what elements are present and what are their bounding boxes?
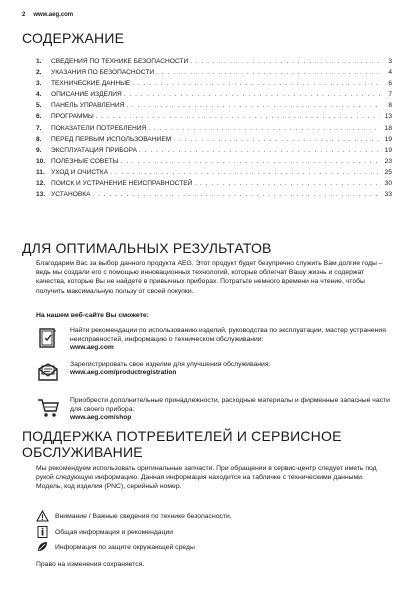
toc-item-title: ПАНЕЛЬ УПРАВЛЕНИЯ: [51, 102, 125, 110]
page-number: 2: [22, 12, 26, 18]
toc-item-page: 19: [384, 135, 392, 143]
info-icon: [36, 526, 49, 538]
toc-item-title: ПОЛЕЗНЫЕ СОВЕТЫ: [51, 157, 119, 165]
toc-item-title: ЭКСПЛУАТАЦИЯ ПРИБОРА: [51, 146, 137, 154]
toc-item-page: 23: [384, 157, 392, 165]
toc-item-number: 3.: [36, 80, 42, 88]
toc-item-title: ПОКАЗАТЕЛИ ПОТРЕБЛЕНИЯ: [51, 124, 147, 132]
toc-item[interactable]: [36, 102, 392, 113]
toc-leader-dots: [156, 69, 380, 76]
support-title-line1: ПОДДЕРЖКА ПОТРЕБИТЕЛЕЙ И СЕРВИСНОЕ: [22, 428, 342, 444]
toc-item-title: СВЕДЕНИЯ ПО ТЕХНИКЕ БЕЗОПАСНОСТИ: [51, 58, 189, 65]
toc-leader-dots: [96, 113, 380, 120]
toc-item-page: 30: [384, 180, 392, 188]
support-title-line2: ОБСЛУЖИВАНИЕ: [22, 444, 143, 460]
footer-note: Право на изменения сохраняется.: [36, 561, 145, 568]
manual-book-icon: [36, 326, 60, 350]
toc-item-number: 11.: [36, 168, 45, 176]
offer-link[interactable]: www.aeg.com: [70, 344, 114, 351]
toc-item-title: УСТАНОВКА: [51, 191, 91, 199]
toc-item-title: ПЕРЕД ПЕРВЫМ ИСПОЛЬЗОВАНИЕМ: [51, 135, 172, 143]
toc-item[interactable]: [36, 80, 392, 91]
offer-text: Найти рекомендации по использованию изделий, руководства по эксплуатации, мастер устранения неисправностей, информацию о техническом обслуживании:: [70, 327, 386, 343]
support-paragraph: Мы рекомендуем использовать оригинальные запчасти. При обращении в сервис-центр следует иметь под рукой следующую информацию. Данная информация находится на табличке с техническими данными. Модель, код изделия (PNC), серийный номер.: [36, 465, 377, 491]
legend-text: Общая информация и рекомендации: [55, 528, 174, 536]
toc-item[interactable]: [36, 191, 392, 202]
toc-leader-dots: [139, 147, 380, 154]
legend-item-info: [36, 525, 336, 539]
toc-title: СОДЕРЖАНИЕ: [22, 30, 125, 46]
toc-item[interactable]: [36, 136, 392, 147]
toc-leader-dots: [124, 91, 380, 98]
toc-item-number: 13.: [36, 191, 46, 199]
registration-icon: [36, 360, 60, 384]
toc-item-page: 3: [388, 58, 392, 65]
toc-item-page: 19: [384, 146, 392, 154]
intro-paragraph: Благодарим Вас за выбор данного продукта AEG. Этот продукт будет безупречно служить Вам долгие годы – ведь мы создали его с помощью инновационных технологий, которые облегчат Вашу жизнь и содержат качества, которые Вы не найдете в привычных приборах. Потратьте немного времени на чтение, чтобы получить максимальную пользу от своей покупки.: [36, 260, 383, 295]
offer-text: Приобрести дополнительные принадлежности, расходные материалы и фирменные запасные части для своего прибора:: [70, 397, 390, 413]
toc-item-page: 18: [384, 124, 392, 132]
toc-item[interactable]: [36, 125, 392, 136]
table-of-contents: [36, 58, 392, 202]
toc-item-page: 33: [384, 191, 392, 199]
toc-item[interactable]: [36, 169, 392, 180]
toc-item-title: ПОИСК И УСТРАНЕНИЕ НЕИСПРАВНОСТЕЙ: [51, 180, 193, 188]
toc-item-number: 2.: [36, 69, 42, 77]
legend-text: Внимание / Важные сведения по технике безопасности.: [55, 512, 232, 520]
legend-item-warning: [36, 509, 336, 523]
toc-item-number: 8.: [36, 135, 42, 143]
toc-item[interactable]: [36, 69, 392, 80]
toc-item[interactable]: [36, 158, 392, 169]
toc-leader-dots: [132, 80, 380, 87]
toc-item-number: 6.: [36, 113, 42, 121]
toc-item[interactable]: [36, 180, 392, 191]
support-title: [22, 428, 342, 460]
offer-manuals: [36, 326, 396, 351]
toc-leader-dots: [121, 158, 380, 165]
offer-registration: [36, 360, 396, 384]
toc-leader-dots: [126, 102, 380, 109]
offer-shop: [36, 396, 396, 421]
toc-item-number: 7.: [36, 124, 42, 132]
offer-text: Зарегистрировать свое изделие для улучшения обслуживания:: [70, 361, 271, 368]
toc-item-number: 5.: [36, 102, 42, 110]
toc-item-title: ОПИСАНИЕ ИЗДЕЛИЯ: [51, 91, 122, 99]
toc-item-page: 8: [388, 102, 392, 110]
offer-link[interactable]: www.aeg.com/shop: [70, 414, 132, 421]
toc-item[interactable]: [36, 147, 392, 158]
toc-item-number: 1.: [36, 58, 42, 65]
warning-triangle-icon: [36, 510, 49, 522]
toc-item-title: УКАЗАНИЯ ПО БЕЗОПАСНОСТИ: [51, 69, 155, 77]
site-url[interactable]: www.aeg.com: [33, 12, 74, 18]
best-results-title: ДЛЯ ОПТИМАЛЬНЫХ РЕЗУЛЬТАТОВ: [22, 240, 272, 256]
legend-item-environment: [36, 540, 336, 554]
website-heading: На нашем веб-сайте Вы сможете:: [36, 312, 149, 319]
toc-item-number: 4.: [36, 91, 42, 99]
shopping-cart-icon: [36, 396, 60, 420]
toc-leader-dots: [194, 180, 380, 187]
toc-item-page: 25: [384, 168, 392, 176]
toc-item-title: ТЕХНИЧЕСКИЕ ДАННЫЕ: [51, 80, 131, 88]
toc-item-page: 7: [388, 91, 392, 99]
environment-leaf-icon: [36, 541, 49, 553]
toc-leader-dots: [173, 136, 380, 143]
toc-item-number: 10.: [36, 157, 46, 165]
toc-leader-dots: [92, 191, 380, 198]
offer-link[interactable]: www.aeg.com/productregistration: [70, 369, 177, 376]
toc-item-title: ПРОГРАММЫ: [51, 113, 94, 121]
toc-item-page: 4: [388, 69, 392, 77]
toc-item-page: 13: [384, 113, 392, 121]
toc-item-number: 12.: [36, 180, 46, 188]
toc-item-page: 6: [388, 80, 392, 88]
toc-item-title: УХОД И ОЧИСТКА: [51, 168, 109, 176]
toc-leader-dots: [110, 169, 380, 176]
toc-leader-dots: [190, 58, 380, 65]
toc-leader-dots: [148, 125, 380, 132]
toc-item[interactable]: [36, 58, 392, 69]
toc-item-number: 9.: [36, 146, 42, 154]
toc-item[interactable]: [36, 91, 392, 102]
page-header: [22, 12, 73, 18]
legend-text: Информация по защите окружающей среды: [55, 543, 195, 551]
toc-item[interactable]: [36, 113, 392, 124]
